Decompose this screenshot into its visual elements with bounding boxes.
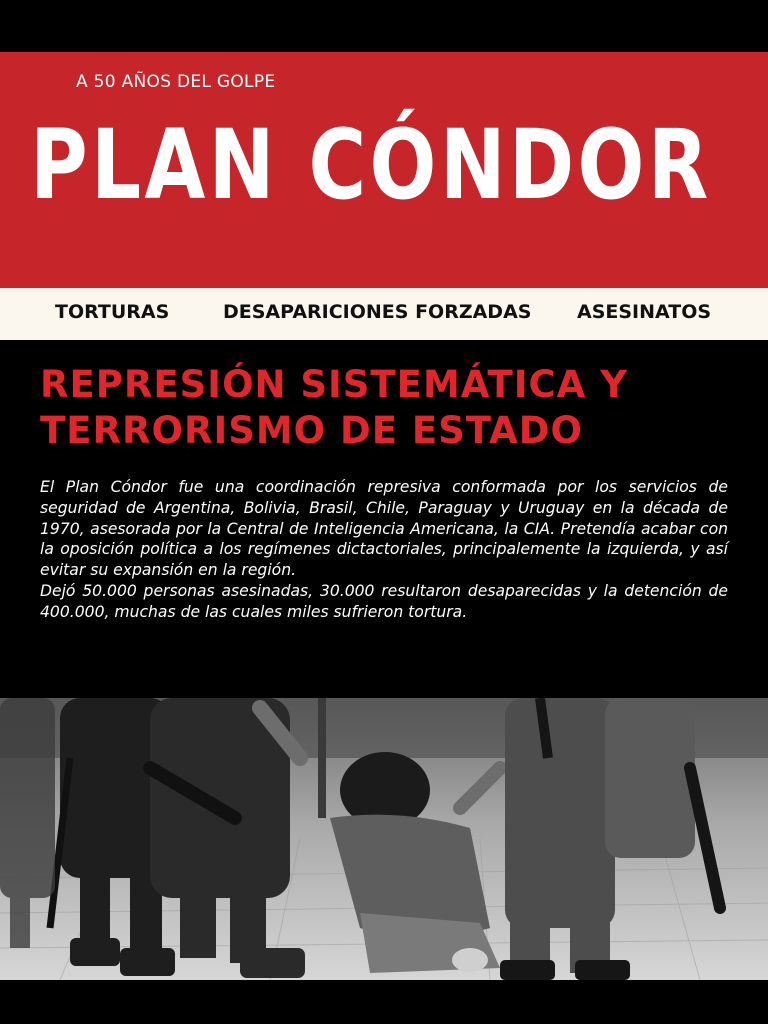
article-headline (40, 362, 740, 454)
article-section (0, 340, 768, 698)
headline-line-1: REPRESIÓN SISTEMÁTICA Y (40, 363, 628, 406)
title-banner (0, 52, 768, 288)
article-body (40, 477, 728, 623)
topic-torturas: TORTURAS (55, 301, 170, 323)
article-paragraph-2: Dejó 50.000 personas asesinadas, 30.000 resultaron desaparecidas y la detención de 400.000, muchas de las cuales miles sufrieron tortura. (40, 581, 728, 621)
article-paragraph-1: El Plan Cóndor fue una coordinación represiva conformada por los servicios de seguridad de Argentina, Bolivia, Brasil, Chile, Paraguay y Uruguay en la década de 1970, asesorada por la Central de Inteligencia Americana, la CIA. Pretendía acabar con la oposición política a los regímenes dictactoriales, principalemente la izquierda, y así evitar su expansión en la región. (40, 478, 728, 580)
topic-asesinatos: ASESINATOS (577, 301, 712, 323)
arrest-photo-illustration (0, 698, 768, 980)
top-border (0, 0, 768, 52)
headline-line-2: TERRORISMO DE ESTADO (40, 409, 583, 452)
banner-kicker: A 50 AÑOS DEL GOLPE (76, 72, 276, 92)
page-title: PLAN CÓNDOR (30, 109, 712, 221)
topic-desapariciones: DESAPARICIONES FORZADAS (223, 301, 532, 323)
bottom-border (0, 980, 768, 1024)
arrest-photo (0, 698, 768, 980)
topics-bar (0, 288, 768, 340)
